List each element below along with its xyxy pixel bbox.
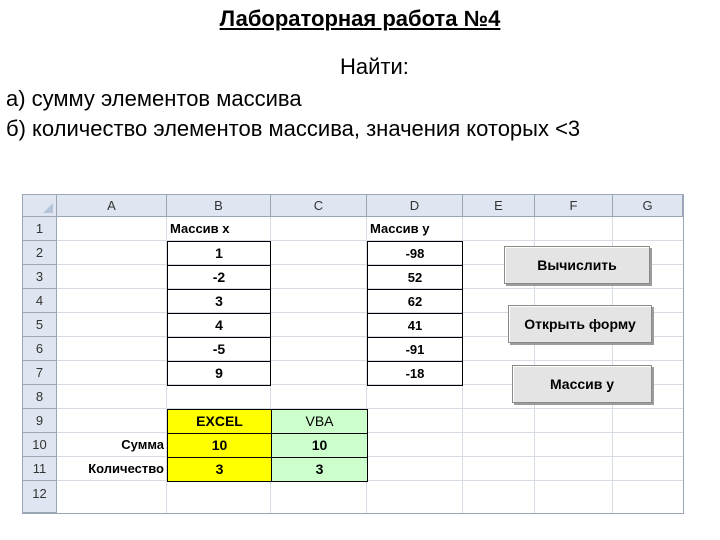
- count-excel-value[interactable]: 3: [167, 457, 272, 482]
- array-y-header[interactable]: Массив у: [370, 221, 430, 236]
- row-header-3[interactable]: 3: [23, 265, 57, 289]
- column-header-d[interactable]: D: [367, 195, 463, 217]
- array-y-button[interactable]: Массив у: [512, 365, 652, 403]
- row-header-4[interactable]: 4: [23, 289, 57, 313]
- count-vba-value[interactable]: 3: [271, 457, 368, 482]
- task-item-a: а) сумму элементов массива: [6, 86, 302, 111]
- row-header-6[interactable]: 6: [23, 337, 57, 361]
- row-header-11[interactable]: 11: [23, 457, 57, 481]
- array-y-cell[interactable]: 62: [367, 289, 463, 314]
- row-header-2[interactable]: 2: [23, 241, 57, 265]
- excel-result-header[interactable]: EXCEL: [167, 409, 272, 434]
- vba-result-header[interactable]: VBA: [271, 409, 368, 434]
- array-y-cell[interactable]: 52: [367, 265, 463, 290]
- row-header-7[interactable]: 7: [23, 361, 57, 385]
- row-header-8[interactable]: 8: [23, 385, 57, 409]
- column-header-e[interactable]: E: [463, 195, 535, 217]
- row-header-9[interactable]: 9: [23, 409, 57, 433]
- array-y-cell[interactable]: -98: [367, 241, 463, 266]
- row-header-12[interactable]: 12: [23, 481, 57, 513]
- column-header-a[interactable]: A: [57, 195, 167, 217]
- row-header-10[interactable]: 10: [23, 433, 57, 457]
- array-x-cell[interactable]: 1: [167, 241, 271, 266]
- gridline: [57, 408, 683, 409]
- array-x-cell[interactable]: 4: [167, 313, 271, 338]
- sum-vba-value[interactable]: 10: [271, 433, 368, 458]
- slide-title: Лабораторная работа №4: [219, 6, 501, 31]
- compute-button[interactable]: Вычислить: [504, 246, 650, 284]
- open-form-button[interactable]: Открыть форму: [508, 305, 652, 343]
- array-x-cell[interactable]: -2: [167, 265, 271, 290]
- array-x-cell[interactable]: 9: [167, 361, 271, 386]
- array-x-header[interactable]: Массив х: [170, 221, 230, 236]
- array-x-cell[interactable]: 3: [167, 289, 271, 314]
- sum-excel-value[interactable]: 10: [167, 433, 272, 458]
- column-header-g[interactable]: G: [613, 195, 683, 217]
- array-y-cell[interactable]: 41: [367, 313, 463, 338]
- task-item-b: б) количество элементов массива, значения которых <3: [6, 116, 581, 141]
- column-header-f[interactable]: F: [535, 195, 613, 217]
- sum-label[interactable]: Сумма: [121, 437, 164, 452]
- count-label[interactable]: Количество: [88, 461, 164, 476]
- spreadsheet: [22, 194, 684, 514]
- array-x-cell[interactable]: -5: [167, 337, 271, 362]
- row-header-5[interactable]: 5: [23, 313, 57, 337]
- array-y-cell[interactable]: -91: [367, 337, 463, 362]
- array-y-cell[interactable]: -18: [367, 361, 463, 386]
- row-header-1[interactable]: 1: [23, 217, 57, 241]
- column-header-b[interactable]: B: [167, 195, 271, 217]
- task-heading: Найти:: [340, 54, 409, 79]
- column-header-c[interactable]: C: [271, 195, 367, 217]
- select-all-corner[interactable]: [23, 195, 57, 217]
